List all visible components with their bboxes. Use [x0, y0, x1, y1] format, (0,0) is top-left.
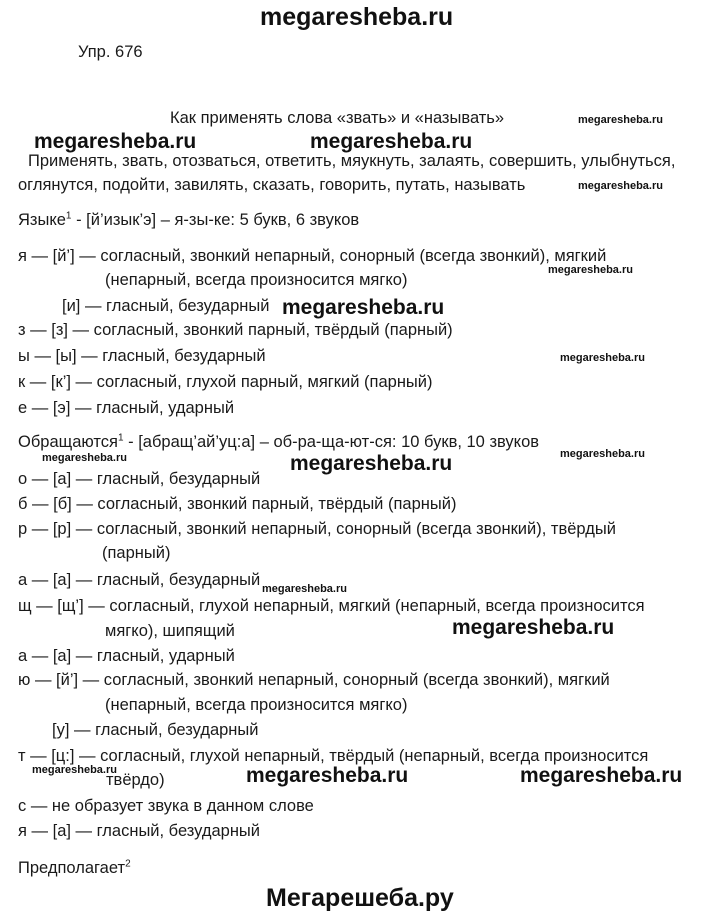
watermark: megaresheba.ru [452, 616, 615, 639]
phonetic-line: я — [й’] — согласный, звонкий непарный, сонорный (всегда звонкий), мягкий [18, 247, 607, 265]
footnote-mark: 1 [117, 432, 124, 444]
footnote-mark: 1 [65, 210, 72, 222]
watermark: megaresheba.ru [32, 764, 117, 776]
watermark: megaresheba.ru [578, 114, 663, 126]
watermark: megaresheba.ru [282, 296, 445, 319]
phonetic-line: ы — [ы] — гласный, безударный [18, 347, 266, 365]
watermark: megaresheba.ru [578, 180, 663, 192]
watermark: megaresheba.ru [262, 583, 347, 595]
phonetic-line: о — [а] — гласный, безударный [18, 470, 261, 488]
phonetic-line: (непарный, всегда произносится мягко) [105, 271, 408, 289]
phonetic-line: а — [а] — гласный, ударный [18, 647, 235, 665]
watermark: megaresheba.ru [246, 764, 409, 787]
site-header: megaresheba.ru [260, 3, 454, 31]
phonetic-line: [у] — гласный, безударный [52, 721, 259, 739]
phonetic-line: з — [з] — согласный, звонкий парный, твёрдый (парный) [18, 321, 453, 339]
phonetic-line: твёрдо) [106, 771, 165, 789]
word-heading-word: Обращаются [18, 433, 118, 451]
watermark: megaresheba.ru [290, 452, 453, 475]
watermark: megaresheba.ru [42, 452, 127, 464]
phonetic-line: ю — [й’] — согласный, звонкий непарный, сонорный (всегда звонкий), мягкий [18, 671, 610, 689]
watermark: megaresheba.ru [548, 264, 633, 276]
word-heading-word: Предполагает [18, 859, 126, 877]
watermark: megaresheba.ru [560, 448, 645, 460]
phonetic-line: (непарный, всегда произносится мягко) [105, 696, 408, 714]
watermark: megaresheba.ru [310, 130, 473, 153]
watermark: megaresheba.ru [34, 130, 197, 153]
phonetic-line: а — [а] — гласный, безударный [18, 571, 261, 589]
word-heading [18, 858, 131, 878]
footnote-mark: 2 [125, 858, 131, 870]
phonetic-line: с — не образует звука в данном слове [18, 797, 314, 815]
exercise-number: Упр. 676 [78, 43, 143, 61]
intro-line: Применять, звать, отозваться, ответить, мяукнуть, залаять, совершить, улыбнуться, [28, 152, 676, 170]
phonetic-line: к — [к’] — согласный, глухой парный, мягкий (парный) [18, 373, 433, 391]
word-heading-rest: - [й’изык’э] – я-зы-ке: 5 букв, 6 звуков [71, 211, 360, 229]
word-heading [18, 432, 539, 452]
phonetic-line: (парный) [102, 544, 171, 562]
intro-line: оглянутся, подойти, завилять, сказать, говорить, путать, называть [18, 176, 526, 194]
watermark: megaresheba.ru [520, 764, 683, 787]
phonetic-line: мягко), шипящий [105, 622, 235, 640]
phonetic-line: я — [а] — гласный, безударный [18, 822, 261, 840]
phonetic-line: е — [э] — гласный, ударный [18, 399, 235, 417]
phonetic-line: щ — [щ’] — согласный, глухой непарный, мягкий (непарный, всегда произносится [18, 597, 645, 615]
phonetic-line: р — [р] — согласный, звонкий непарный, сонорный (всегда звонкий), твёрдый [18, 520, 616, 538]
phonetic-line: т — [ц:] — согласный, глухой непарный, твёрдый (непарный, всегда произносится [18, 747, 649, 765]
exercise-title: Как применять слова «звать» и «называть» [170, 109, 505, 127]
phonetic-line: [и] — гласный, безударный [62, 297, 270, 315]
watermark: megaresheba.ru [560, 352, 645, 364]
phonetic-line: б — [б] — согласный, звонкий парный, твёрдый (парный) [18, 495, 457, 513]
site-footer: Мегарешеба.ру [266, 884, 454, 912]
word-heading [18, 210, 359, 230]
word-heading-rest: - [абращ’ай’уц:а] – об-ра-ща-ют-ся: 10 букв, 10 звуков [123, 433, 540, 451]
word-heading-word: Языке [18, 211, 66, 229]
